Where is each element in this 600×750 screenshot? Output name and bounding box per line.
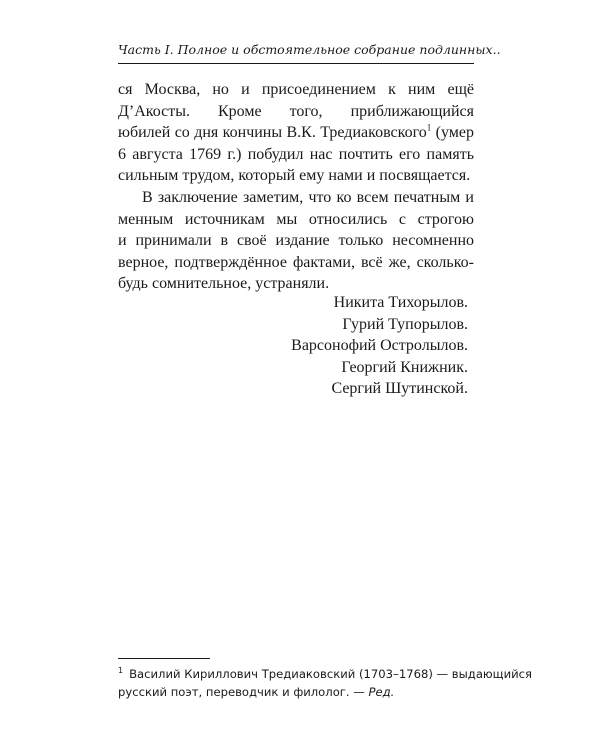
running-head: Часть I. Полное и обстоятельное собрание подлинных.. [118,42,501,57]
text-line: верное, подтверждённое фактами, всё же, сколько- [118,253,474,271]
signature-line: Георгий Книжник. [341,358,468,376]
footnote-text: Василий Кириллович Тредиаковский (1703–1768) — выдающийся [129,667,533,681]
signature-block [118,292,468,400]
footnote-reference[interactable]: 1 [426,122,432,133]
text-line: сильным трудом, который ему нами и посвящается. [118,167,471,185]
text-line-part: юбилей со дня кончины В.К. Тредиаковского [118,124,427,142]
header-rule [118,63,474,64]
footnote-line [118,666,533,684]
footnote [118,666,533,701]
footnote-mark: 1 [118,666,124,676]
text-line-part: (умер [435,124,474,142]
text-line: будь сомнительное, устраняли. [118,275,330,293]
text-line: ся Москва, но и присоединением к ним ещё [118,81,474,98]
text-line: Д’Акосты. Кроме того, приближающийся [118,102,474,120]
text-line: менным источникам мы относились с строгою [118,210,474,228]
footnote-rule [118,658,210,659]
footnote-editor-mark: Ред. [368,684,395,699]
signature-line: Сергий Шутинской. [331,380,468,398]
text-line: 6 августа 1769 г.) побудил нас почтить его память [118,145,474,163]
main-text [118,79,474,295]
footnote-line [118,684,474,702]
footnote-text: русский поэт, переводчик и филолог. — [118,684,369,699]
text-line: и принимали в своё издание только несомненно [118,232,474,250]
signature-line: Гурий Тупорылов. [342,315,468,333]
text-line [118,122,474,144]
signature-line: Варсонофий Остролылов. [291,337,468,355]
signature-line: Никита Тихорылов. [333,294,468,311]
text-line: В заключение заметим, что ко всем печатным и [142,188,474,206]
